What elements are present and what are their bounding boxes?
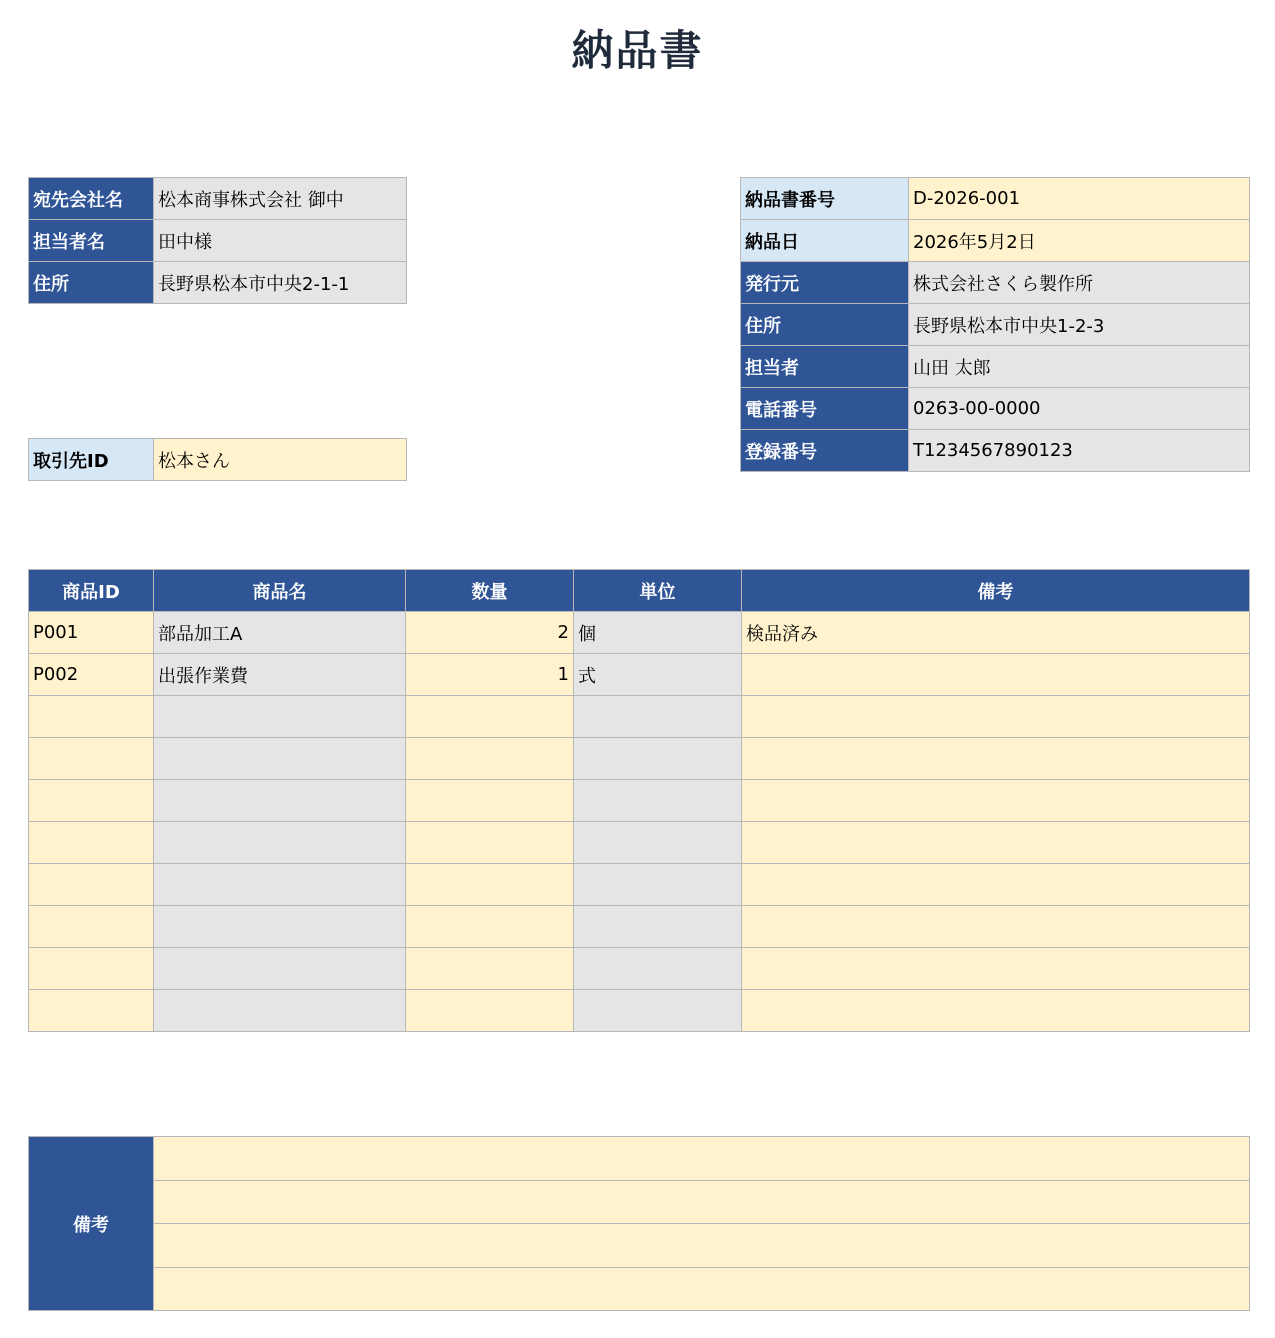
header-quantity: 数量	[406, 570, 574, 612]
cell-notes[interactable]	[742, 738, 1250, 780]
cell-notes[interactable]	[742, 780, 1250, 822]
remarks-row	[29, 1224, 1250, 1268]
cell-product-name[interactable]	[154, 948, 406, 990]
table-row	[29, 948, 1250, 990]
table-row	[29, 654, 1250, 696]
cell-product-id[interactable]	[29, 696, 154, 738]
table-row	[29, 612, 1250, 654]
issuer-row	[741, 178, 1250, 220]
table-row	[29, 780, 1250, 822]
issuer-label: 電話番号	[741, 388, 909, 430]
cell-quantity[interactable]: 2	[406, 612, 574, 654]
header-unit: 単位	[574, 570, 742, 612]
client-person-row	[29, 220, 407, 262]
cell-quantity[interactable]	[406, 906, 574, 948]
cell-unit[interactable]	[574, 696, 742, 738]
cell-product-name[interactable]	[154, 696, 406, 738]
cell-notes[interactable]	[742, 948, 1250, 990]
issuer-label: 納品書番号	[741, 178, 909, 220]
items-table	[28, 569, 1250, 1032]
table-row	[29, 864, 1250, 906]
header-notes: 備考	[742, 570, 1250, 612]
issuer-row	[741, 346, 1250, 388]
issuer-label: 住所	[741, 304, 909, 346]
table-row	[29, 738, 1250, 780]
cell-product-name[interactable]: 出張作業費	[154, 654, 406, 696]
cell-unit[interactable]	[574, 948, 742, 990]
cell-quantity[interactable]	[406, 948, 574, 990]
document-title: 納品書	[571, 26, 704, 75]
table-row	[29, 822, 1250, 864]
table-row	[29, 696, 1250, 738]
cell-notes[interactable]	[742, 822, 1250, 864]
client-address-label: 住所	[29, 262, 154, 304]
issuer-value[interactable]: 0263-00-0000	[909, 388, 1250, 430]
cell-product-name[interactable]	[154, 906, 406, 948]
cell-product-id[interactable]	[29, 906, 154, 948]
cell-product-id[interactable]	[29, 738, 154, 780]
client-id-row	[29, 439, 407, 481]
cell-product-name[interactable]: 部品加工A	[154, 612, 406, 654]
issuer-value[interactable]: 2026年5月2日	[909, 220, 1250, 262]
header-product-id: 商品ID	[29, 570, 154, 612]
cell-product-name[interactable]	[154, 990, 406, 1032]
remarks-line[interactable]	[154, 1180, 1250, 1224]
client-company-row	[29, 178, 407, 220]
cell-notes[interactable]	[742, 990, 1250, 1032]
cell-quantity[interactable]	[406, 696, 574, 738]
cell-product-id[interactable]: P001	[29, 612, 154, 654]
issuer-value[interactable]: 株式会社さくら製作所	[909, 262, 1250, 304]
cell-quantity[interactable]	[406, 780, 574, 822]
client-id-value[interactable]: 松本さん	[154, 439, 407, 481]
remarks-row	[29, 1180, 1250, 1224]
cell-product-name[interactable]	[154, 780, 406, 822]
issuer-label: 担当者	[741, 346, 909, 388]
remarks-line[interactable]	[154, 1224, 1250, 1268]
cell-product-name[interactable]	[154, 822, 406, 864]
cell-quantity[interactable]	[406, 738, 574, 780]
remarks-label: 備考	[29, 1137, 154, 1311]
cell-product-name[interactable]	[154, 864, 406, 906]
client-id-table	[28, 438, 407, 481]
issuer-value[interactable]: 長野県松本市中央1-2-3	[909, 304, 1250, 346]
issuer-label: 登録番号	[741, 430, 909, 472]
client-person-value[interactable]: 田中様	[154, 220, 407, 262]
cell-product-name[interactable]	[154, 738, 406, 780]
issuer-row	[741, 430, 1250, 472]
issuer-value[interactable]: T1234567890123	[909, 430, 1250, 472]
cell-notes[interactable]	[742, 696, 1250, 738]
table-row	[29, 990, 1250, 1032]
cell-quantity[interactable]	[406, 822, 574, 864]
cell-unit[interactable]	[574, 990, 742, 1032]
remarks-row	[29, 1267, 1250, 1311]
client-address-value[interactable]: 長野県松本市中央2-1-1	[154, 262, 407, 304]
issuer-label: 発行元	[741, 262, 909, 304]
cell-unit[interactable]: 式	[574, 654, 742, 696]
client-person-label: 担当者名	[29, 220, 154, 262]
cell-unit[interactable]	[574, 780, 742, 822]
client-id-label: 取引先ID	[29, 439, 154, 481]
remarks-line[interactable]	[154, 1267, 1250, 1311]
cell-quantity[interactable]: 1	[406, 654, 574, 696]
issuer-label: 納品日	[741, 220, 909, 262]
cell-quantity[interactable]	[406, 864, 574, 906]
client-company-label: 宛先会社名	[29, 178, 154, 220]
cell-notes[interactable]: 検品済み	[742, 612, 1250, 654]
cell-product-id[interactable]	[29, 864, 154, 906]
issuer-info-table	[740, 177, 1250, 472]
cell-unit[interactable]	[574, 906, 742, 948]
cell-unit[interactable]	[574, 864, 742, 906]
client-company-value[interactable]: 松本商事株式会社 御中	[154, 178, 407, 220]
remarks-line[interactable]	[154, 1137, 1250, 1181]
cell-quantity[interactable]	[406, 990, 574, 1032]
table-row	[29, 906, 1250, 948]
cell-notes[interactable]	[742, 906, 1250, 948]
remarks-table	[28, 1136, 1250, 1311]
cell-product-id[interactable]	[29, 822, 154, 864]
items-header-row	[29, 570, 1250, 612]
cell-notes[interactable]	[742, 864, 1250, 906]
issuer-row	[741, 262, 1250, 304]
issuer-value[interactable]: 山田 太郎	[909, 346, 1250, 388]
issuer-row	[741, 304, 1250, 346]
client-address-row	[29, 262, 407, 304]
issuer-value[interactable]: D-2026-001	[909, 178, 1250, 220]
cell-notes[interactable]	[742, 654, 1250, 696]
cell-product-id[interactable]	[29, 990, 154, 1032]
remarks-row	[29, 1137, 1250, 1181]
cell-unit[interactable]: 個	[574, 612, 742, 654]
header-product-name: 商品名	[154, 570, 406, 612]
issuer-row	[741, 220, 1250, 262]
cell-unit[interactable]	[574, 738, 742, 780]
cell-product-id[interactable]	[29, 780, 154, 822]
cell-unit[interactable]	[574, 822, 742, 864]
cell-product-id[interactable]: P002	[29, 654, 154, 696]
cell-product-id[interactable]	[29, 948, 154, 990]
client-info-table	[28, 177, 407, 304]
issuer-row	[741, 388, 1250, 430]
